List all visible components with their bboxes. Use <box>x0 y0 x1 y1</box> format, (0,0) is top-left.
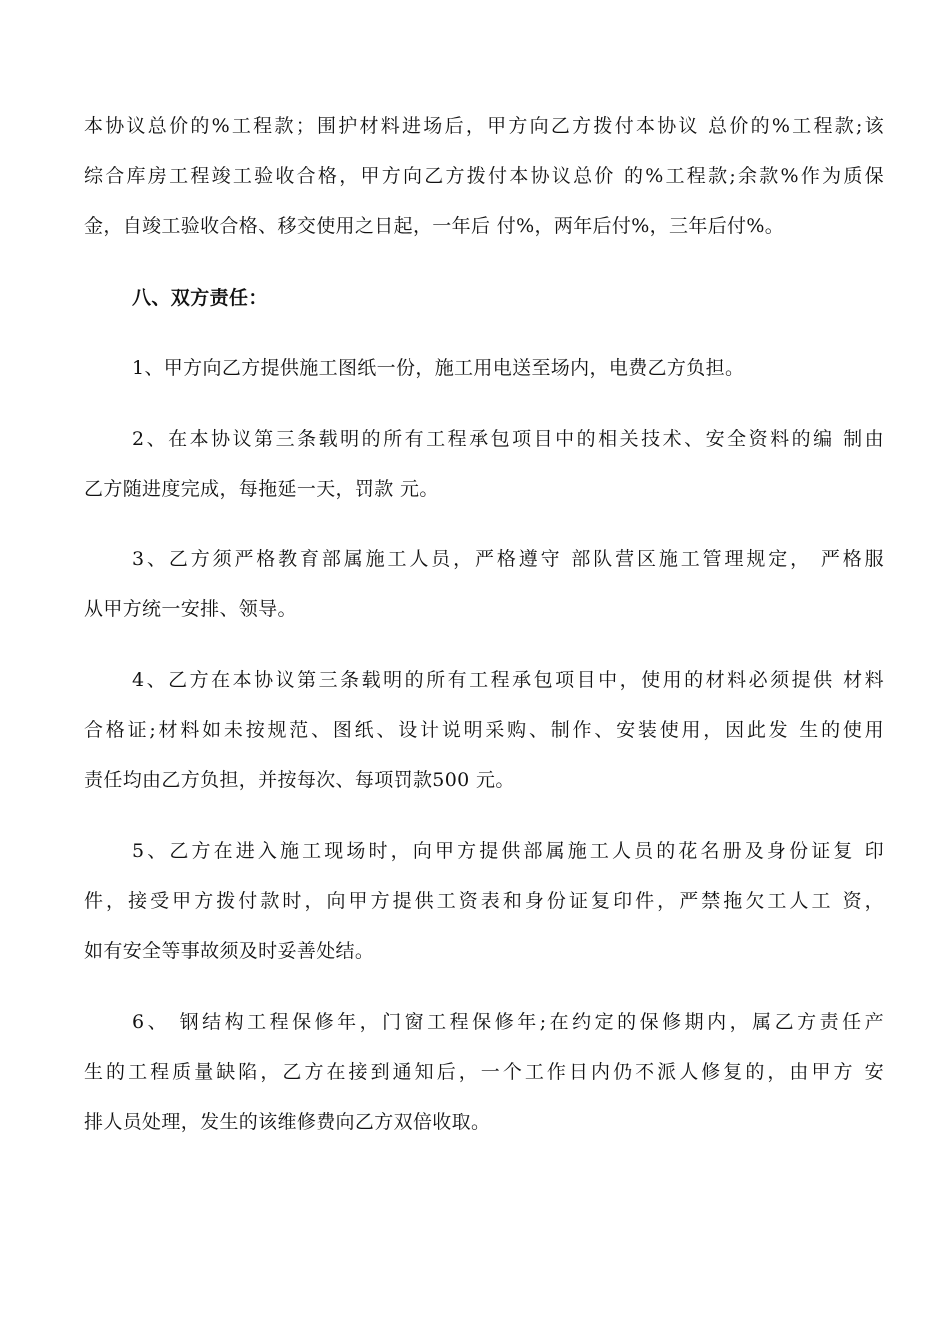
clause-3-line-2: 从甲方统一安排、领导。 <box>84 598 297 620</box>
intro-line-3: 金，自竣工验收合格、移交使用之日起，一年后 付%，两年后付%，三年后付%。 <box>84 215 785 237</box>
clause-5-line-2: 件，接受甲方拨付款时，向甲方提供工资表和身份证复印件，严禁拖欠工人工 资， <box>84 890 884 912</box>
clause-2-line-2: 乙方随进度完成，每拖延一天，罚款 元。 <box>84 478 439 500</box>
clause-5-line-3: 如有安全等事故须及时妥善处结。 <box>84 940 375 962</box>
intro-line-2: 综合库房工程竣工验收合格，甲方向乙方拨付本协议总价 的%工程款;余款%作为质保 <box>84 165 884 187</box>
clause-6-line-1: 6、 钢结构工程保修年，门窗工程保修年;在约定的保修期内，属乙方责任产 <box>132 1011 884 1033</box>
clause-4-line-2: 合格证;材料如未按规范、图纸、设计说明采购、制作、安装使用，因此发 生的使用 <box>84 719 884 741</box>
clause-5-line-1: 5、乙方在进入施工现场时，向甲方提供部属施工人员的花名册及身份证复 印 <box>132 840 884 862</box>
intro-line-1: 本协议总价的%工程款；围护材料进场后，甲方向乙方拨付本协议 总价的%工程款;该 <box>84 115 884 137</box>
clause-4-line-3: 责任均由乙方负担，并按每次、每项罚款500 元。 <box>84 769 515 791</box>
clause-2-line-1: 2、在本协议第三条载明的所有工程承包项目中的相关技术、安全资料的编 制由 <box>132 428 884 450</box>
clause-6-line-3: 排人员处理，发生的该维修费向乙方双倍收取。 <box>84 1111 491 1133</box>
clause-6-line-2: 生的工程质量缺陷，乙方在接到通知后，一个工作日内仍不派人修复的，由甲方 安 <box>84 1061 884 1083</box>
clause-1-line-1: 1、甲方向乙方提供施工图纸一份，施工用电送至场内，电费乙方负担。 <box>132 357 745 379</box>
clause-3-line-1: 3、乙方须严格教育部属施工人员，严格遵守 部队营区施工管理规定， 严格服 <box>132 548 884 570</box>
clause-4-line-1: 4、乙方在本协议第三条载明的所有工程承包项目中，使用的材料必须提供 材料 <box>132 669 884 691</box>
section-heading: 八、双方责任： <box>132 287 268 309</box>
